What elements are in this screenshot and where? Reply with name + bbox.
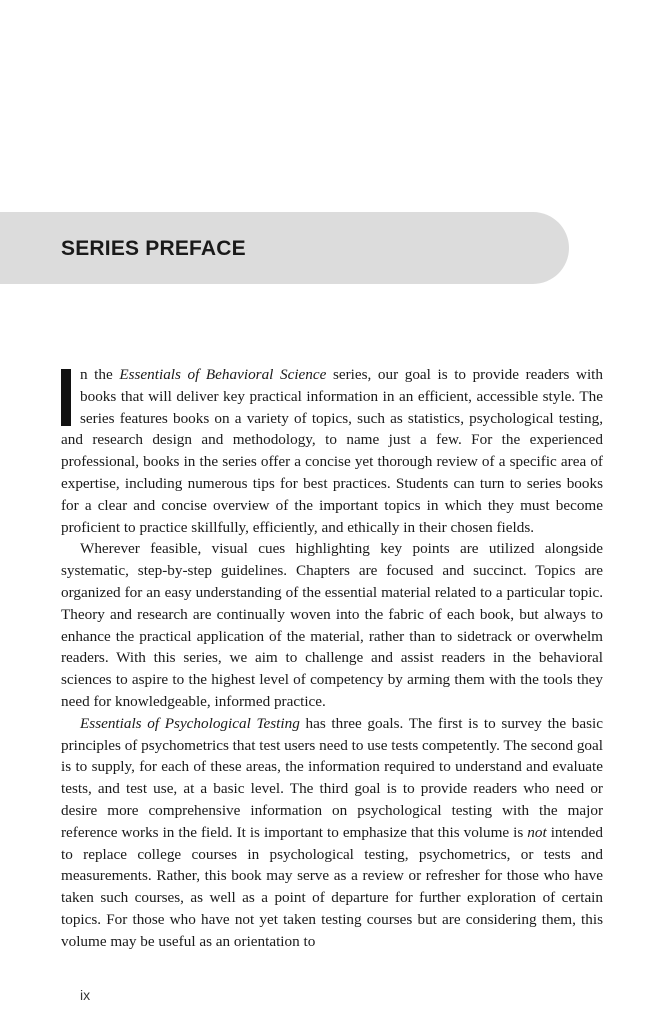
para3-text-2: intended to replace college courses in psychological testing, psychometrics, or tests and measurements. Rather, this book may serve as a review or refresher for those who have taken such courses, as well as a point of departure for further exploration of certain topics. For those who have not yet taken testing courses but are considering them, this volume may be useful as an orientation to [61, 823, 604, 950]
emphasis-not: not [527, 823, 547, 841]
paragraph-3 [61, 713, 603, 953]
series-title: Essentials of Behavioral Science [119, 366, 327, 383]
para1-text-1: n the [80, 366, 120, 383]
drop-cap [61, 369, 71, 426]
page-title: SERIES PREFACE [61, 237, 246, 260]
page-number: ix [80, 987, 91, 1003]
para3-text-1: has three goals. The first is to survey the basic principles of psychometrics that test users need to use tests competently. The second goal is to supply, for each of these areas, the information required to understand and evaluate tests, and test use, at a basic level. The third goal is to provide readers who need or desire more comprehensive information on psychological testing with the major reference works in the field. It is important to emphasize that this volume is [61, 714, 604, 841]
book-title: Essentials of Psychological Testing [80, 714, 300, 732]
paragraph-2: Wherever feasible, visual cues highlighting key points are utilized alongside systematic, step-by-step guidelines. Chapters are focused and succinct. Topics are organized for an easy understanding of the essential material related to a particular topic. Theory and research are continually woven into the fabric of each book, but always to enhance the practical application of the material, rather than to sidetrack or overwhelm readers. With this series, we aim to challenge and assist readers in the behavioral sciences to aspire to the highest level of competency by arming them with the tools they need for knowledgeable, informed practice. [61, 540, 603, 710]
paragraph-1 [61, 364, 603, 538]
para1-text-2: series, our goal is to provide readers with books that will deliver key practical information in an efficient, accessible style. The series features books on a variety of topics, such as statistics, psychological testing, and research design and methodology, to name just a few. For the experienced professional, books in the series offer a concise yet thorough review of a specific area of expertise, including numerous tips for best practices. Students can turn to series books for a clear and concise overview of the important topics in which they must become proficient to practice skillfully, efficiently, and ethically in their chosen fields. [61, 366, 604, 536]
preface-body [61, 364, 603, 953]
